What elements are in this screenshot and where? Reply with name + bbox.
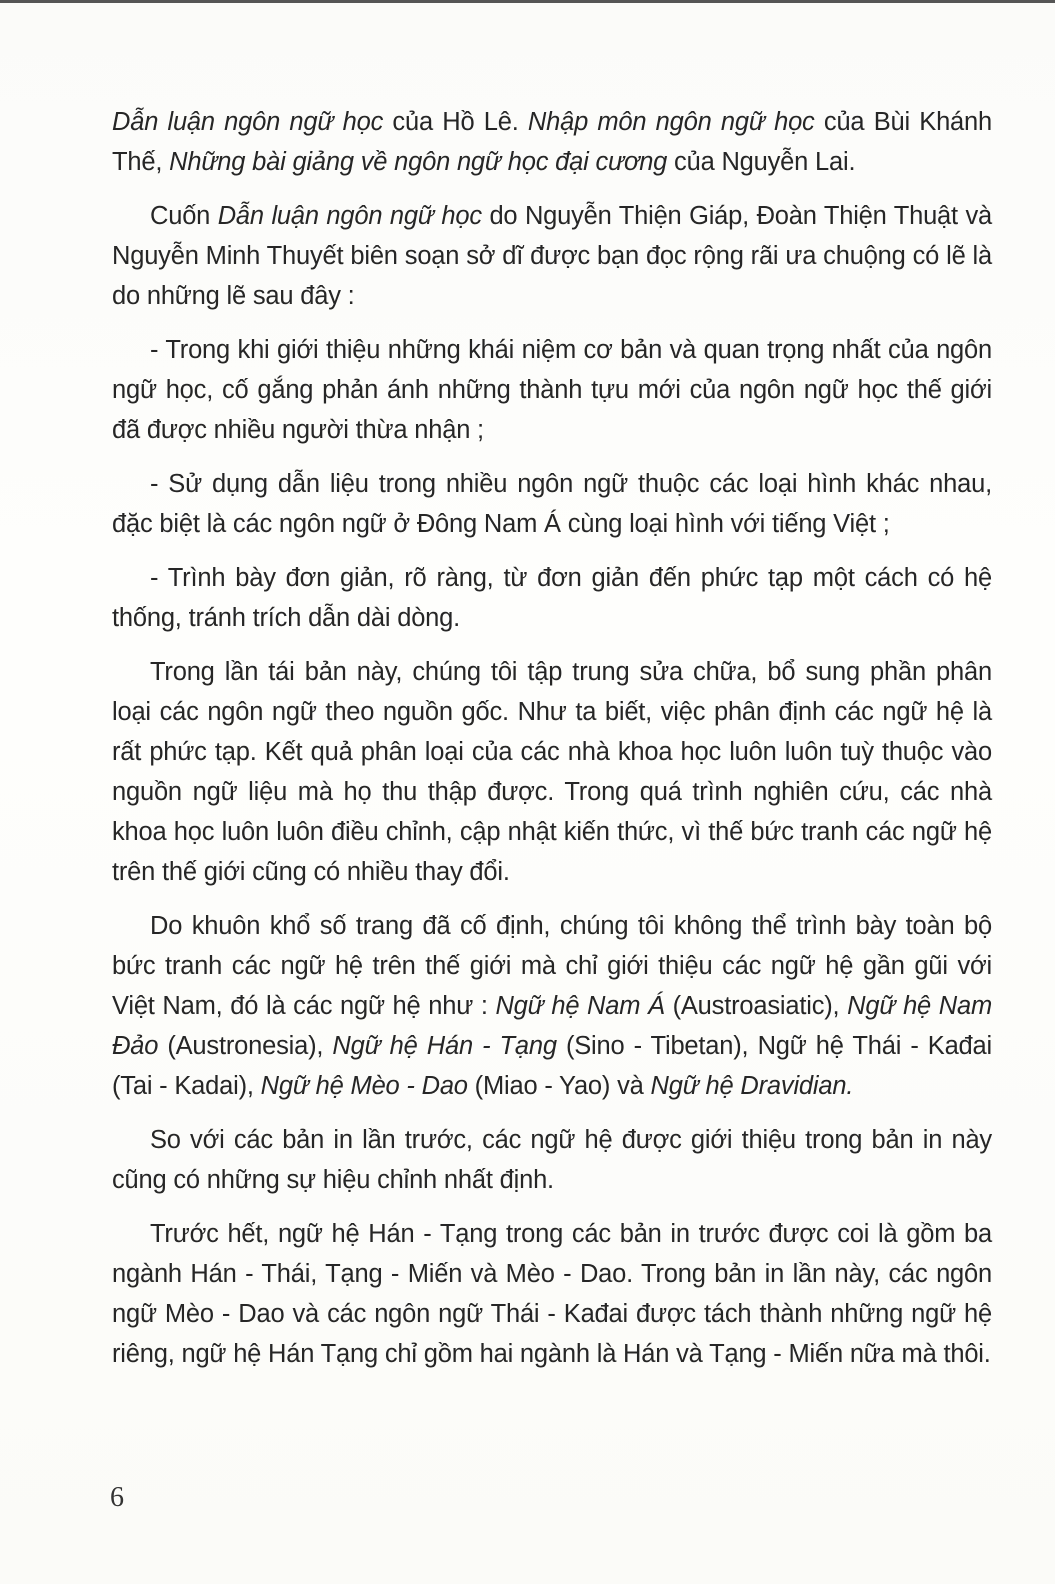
text-segment: - Sử dụng dẫn liệu trong nhiều ngôn ngữ thuộc các loại hình khác nhau, đặc biệt là các ngôn ngữ ở Đông Nam Á cùng loại hình với tiếng Việt ; [112, 470, 992, 538]
text-segment: Dẫn luận ngôn ngữ học [112, 108, 384, 136]
text-segment: (Austronesia), [158, 1032, 333, 1060]
text-segment: Ngữ hệ Mèo - Dao [260, 1072, 468, 1100]
text-segment: (Miao - Yao) và [467, 1072, 651, 1100]
text-segment: của Nguyễn Lai. [667, 148, 856, 176]
text-segment: - Trình bày đơn giản, rõ ràng, từ đơn giản đến phức tạp một cách có hệ thống, tránh trích dẫn dài dòng. [112, 564, 992, 632]
text-segment: của Hồ Lê. [383, 108, 528, 136]
text-segment: Trước hết, ngữ hệ Hán - Tạng trong các bản in trước được coi là gồm ba ngành Hán - Thái, Tạng - Miến và Mèo - Dao. Trong bản in lần này, các ngôn ngữ Mèo - Dao và các ngôn ngữ Thái - Kađai được tách thành những ngữ hệ riêng, ngữ hệ Hán Tạng chỉ gồm hai ngành là Hán và Tạng - Miến nữa mà thôi. [112, 1220, 992, 1368]
paragraph-3 [112, 330, 992, 450]
text-segment: Do khuôn khổ số trang đã cố định, chúng tôi không thể trình bày toàn bộ bức tranh các ngữ hệ trên thế giới mà chỉ giới thiệu các ngữ hệ gần gũi với Việt Nam, đó là các ngữ hệ như : [112, 912, 992, 1020]
text-segment: Ngữ hệ Hán - Tạng [332, 1032, 557, 1060]
text-segment: So với các bản in lần trước, các ngữ hệ được giới thiệu trong bản in này cũng có những sự hiệu chỉnh nhất định. [112, 1126, 992, 1194]
top-edge-rule [0, 0, 1055, 3]
text-segment: Ngữ hệ Dravidian. [650, 1072, 854, 1100]
text-segment: do Nguyễn Thiện Giáp, Đoàn Thiện Thuật và Nguyễn Minh Thuyết biên soạn sở dĩ được bạn đọc rộng rãi ưa chuộng có lẽ là do những lẽ sau đây : [112, 202, 993, 310]
paragraph-6 [112, 652, 992, 892]
text-segment: (Sino - Tibetan), Ngữ hệ Thái - Kađai (Tai - Kadai), [112, 1032, 992, 1100]
text-segment: Dẫn luận ngôn ngữ học [217, 202, 482, 230]
paragraph-2 [112, 196, 992, 316]
text-segment: Nhập môn ngôn ngữ học [527, 108, 815, 136]
paragraph-9 [112, 1214, 992, 1374]
text-segment: Trong lần tái bản này, chúng tôi tập trung sửa chữa, bổ sung phần phân loại các ngôn ngữ theo nguồn gốc. Như ta biết, việc phân định các ngữ hệ là rất phức tạp. Kết quả phân loại của các nhà khoa học luôn luôn tuỳ thuộc vào nguồn ngữ liệu mà họ thu thập được. Trong quá trình nghiên cứu, các nhà khoa học luôn luôn điều chỉnh, cập nhật kiến thức, vì thế bức tranh các ngữ hệ trên thế giới cũng có nhiều thay đổi. [112, 658, 992, 886]
body-text [112, 102, 992, 1388]
text-segment: - Trong khi giới thiệu những khái niệm cơ bản và quan trọng nhất của ngôn ngữ học, cố gắng phản ánh những thành tựu mới của ngôn ngữ học thế giới đã được nhiều người thừa nhận ; [112, 336, 992, 444]
paragraph-5 [112, 558, 992, 638]
text-segment: (Austroasiatic), [664, 992, 848, 1020]
text-segment: Ngữ hệ Nam Đảo [112, 992, 993, 1060]
paragraph-4 [112, 464, 992, 544]
paragraph-1 [112, 102, 992, 182]
paragraph-7 [112, 906, 992, 1106]
paragraph-8 [112, 1120, 992, 1200]
text-segment: Cuốn [150, 202, 218, 230]
text-segment: của Bùi Khánh Thế, [112, 108, 992, 176]
text-segment: Ngữ hệ Nam Á [495, 992, 665, 1020]
page-number: 6 [110, 1482, 124, 1513]
text-segment: Những bài giảng về ngôn ngữ học đại cương [169, 148, 668, 176]
